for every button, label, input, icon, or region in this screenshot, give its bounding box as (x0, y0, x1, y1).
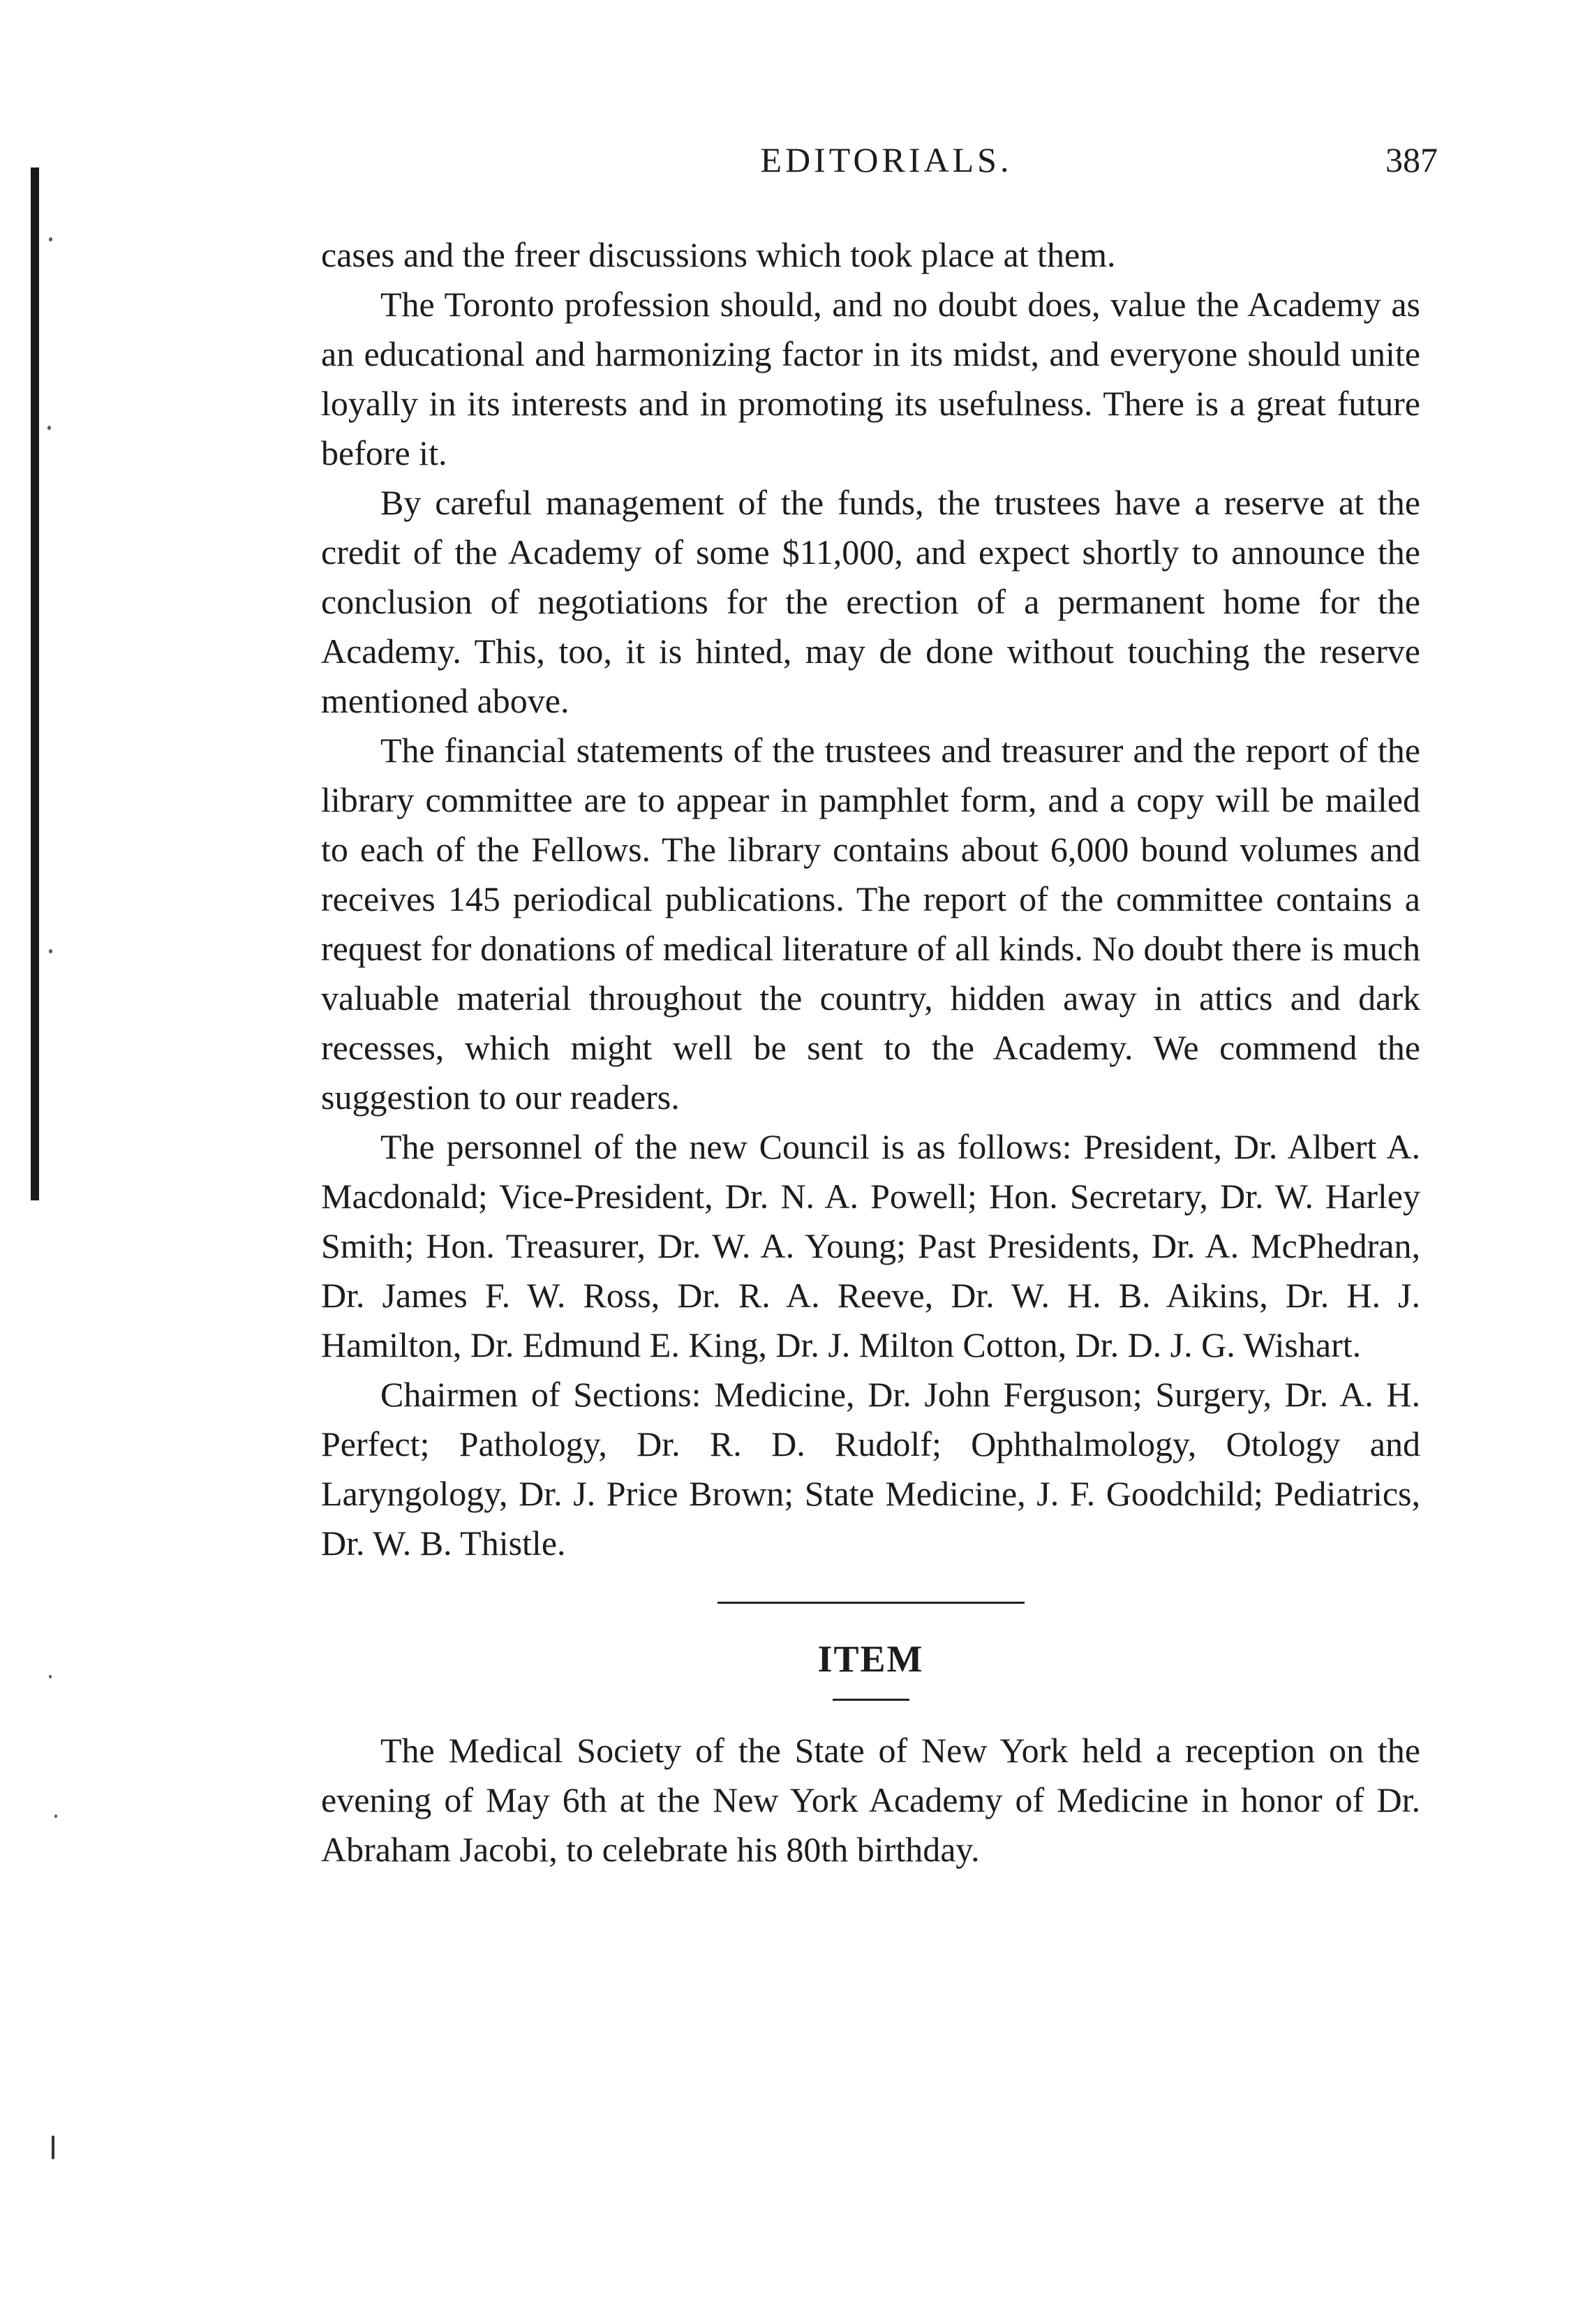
running-head: EDITORIALS. (760, 140, 1013, 179)
scan-speck (49, 949, 52, 953)
page-header (321, 140, 1452, 188)
scan-speck (49, 237, 52, 241)
paragraph-toronto-profession: The Toronto profession should, and no doubt does, value the Academy as an educational and harmonizing factor in its midst, and everyone should unite loyally in its interests and in promoting its usefulness. There is a great future before it. (321, 285, 1420, 472)
title-underline (833, 1699, 909, 1701)
scan-binding-edge (31, 167, 39, 1200)
scan-speck (49, 1675, 52, 1678)
scan-speck (54, 1815, 57, 1818)
paragraph-financial-statements: The financial statements of the trustees and treasurer and the report of the library committee are to appear in pamphlet form, and a copy will be mailed to each of the Fellows. The library contains about 6,000 bound volumes and receives 145 periodical publications. The report of the committee contains a request for donations of medical literature of all kinds. No doubt there is much valuable material throughout the country, hidden away in attics and dark recesses, which might well be sent to the Academy. We commend the suggestion to our readers. (321, 731, 1420, 1117)
scan-speck (47, 426, 51, 430)
section-title-item: ITEM (817, 1638, 924, 1680)
section-divider (717, 1602, 1025, 1604)
paragraph-continuation: cases and the freer discussions which took place at them. (321, 235, 1116, 274)
page-number: 387 (1385, 140, 1438, 179)
scan-speck (52, 2136, 54, 2159)
paragraph-council: The personnel of the new Council is as follows: President, Dr. Albert A. Macdonald; Vice-President, Dr. N. A. Powell; Hon. Secretary, Dr. W. Harley Smith; Hon. Treasurer, Dr. W. A. Young; Past Presidents, Dr. A. McPhedran, Dr. James F. W. Ross, Dr. R. A. Reeve, Dr. W. H. B. Aikins, Dr. H. J. Hamilton, Dr. Edmund E. King, Dr. J. Milton Cotton, Dr. D. J. G. Wishart. (321, 1127, 1420, 1364)
paragraph-chairmen: Chairmen of Sections: Medicine, Dr. John Ferguson; Surgery, Dr. A. H. Perfect; Pathology, Dr. R. D. Rudolf; Ophthalmology, Otology and Laryngology, Dr. J. Price Brown; State Medicine, J. F. Goodchild; Pediatrics, Dr. W. B. Thistle. (321, 1375, 1420, 1563)
article-body (321, 230, 1420, 1875)
paragraph-funds: By careful management of the funds, the trustees have a reserve at the credit of the Academy of some $11,000, and expect shortly to announce the conclusion of negotiations for the erection of a permanent home for the Academy. This, too, it is hinted, may de done without touching the reserve mentioned above. (321, 483, 1420, 720)
paragraph-item: The Medical Society of the State of New York held a reception on the evening of May 6th at the New York Academy of Medicine in honor of Dr. Abraham Jacobi, to celebrate his 80th birthday. (321, 1731, 1420, 1869)
